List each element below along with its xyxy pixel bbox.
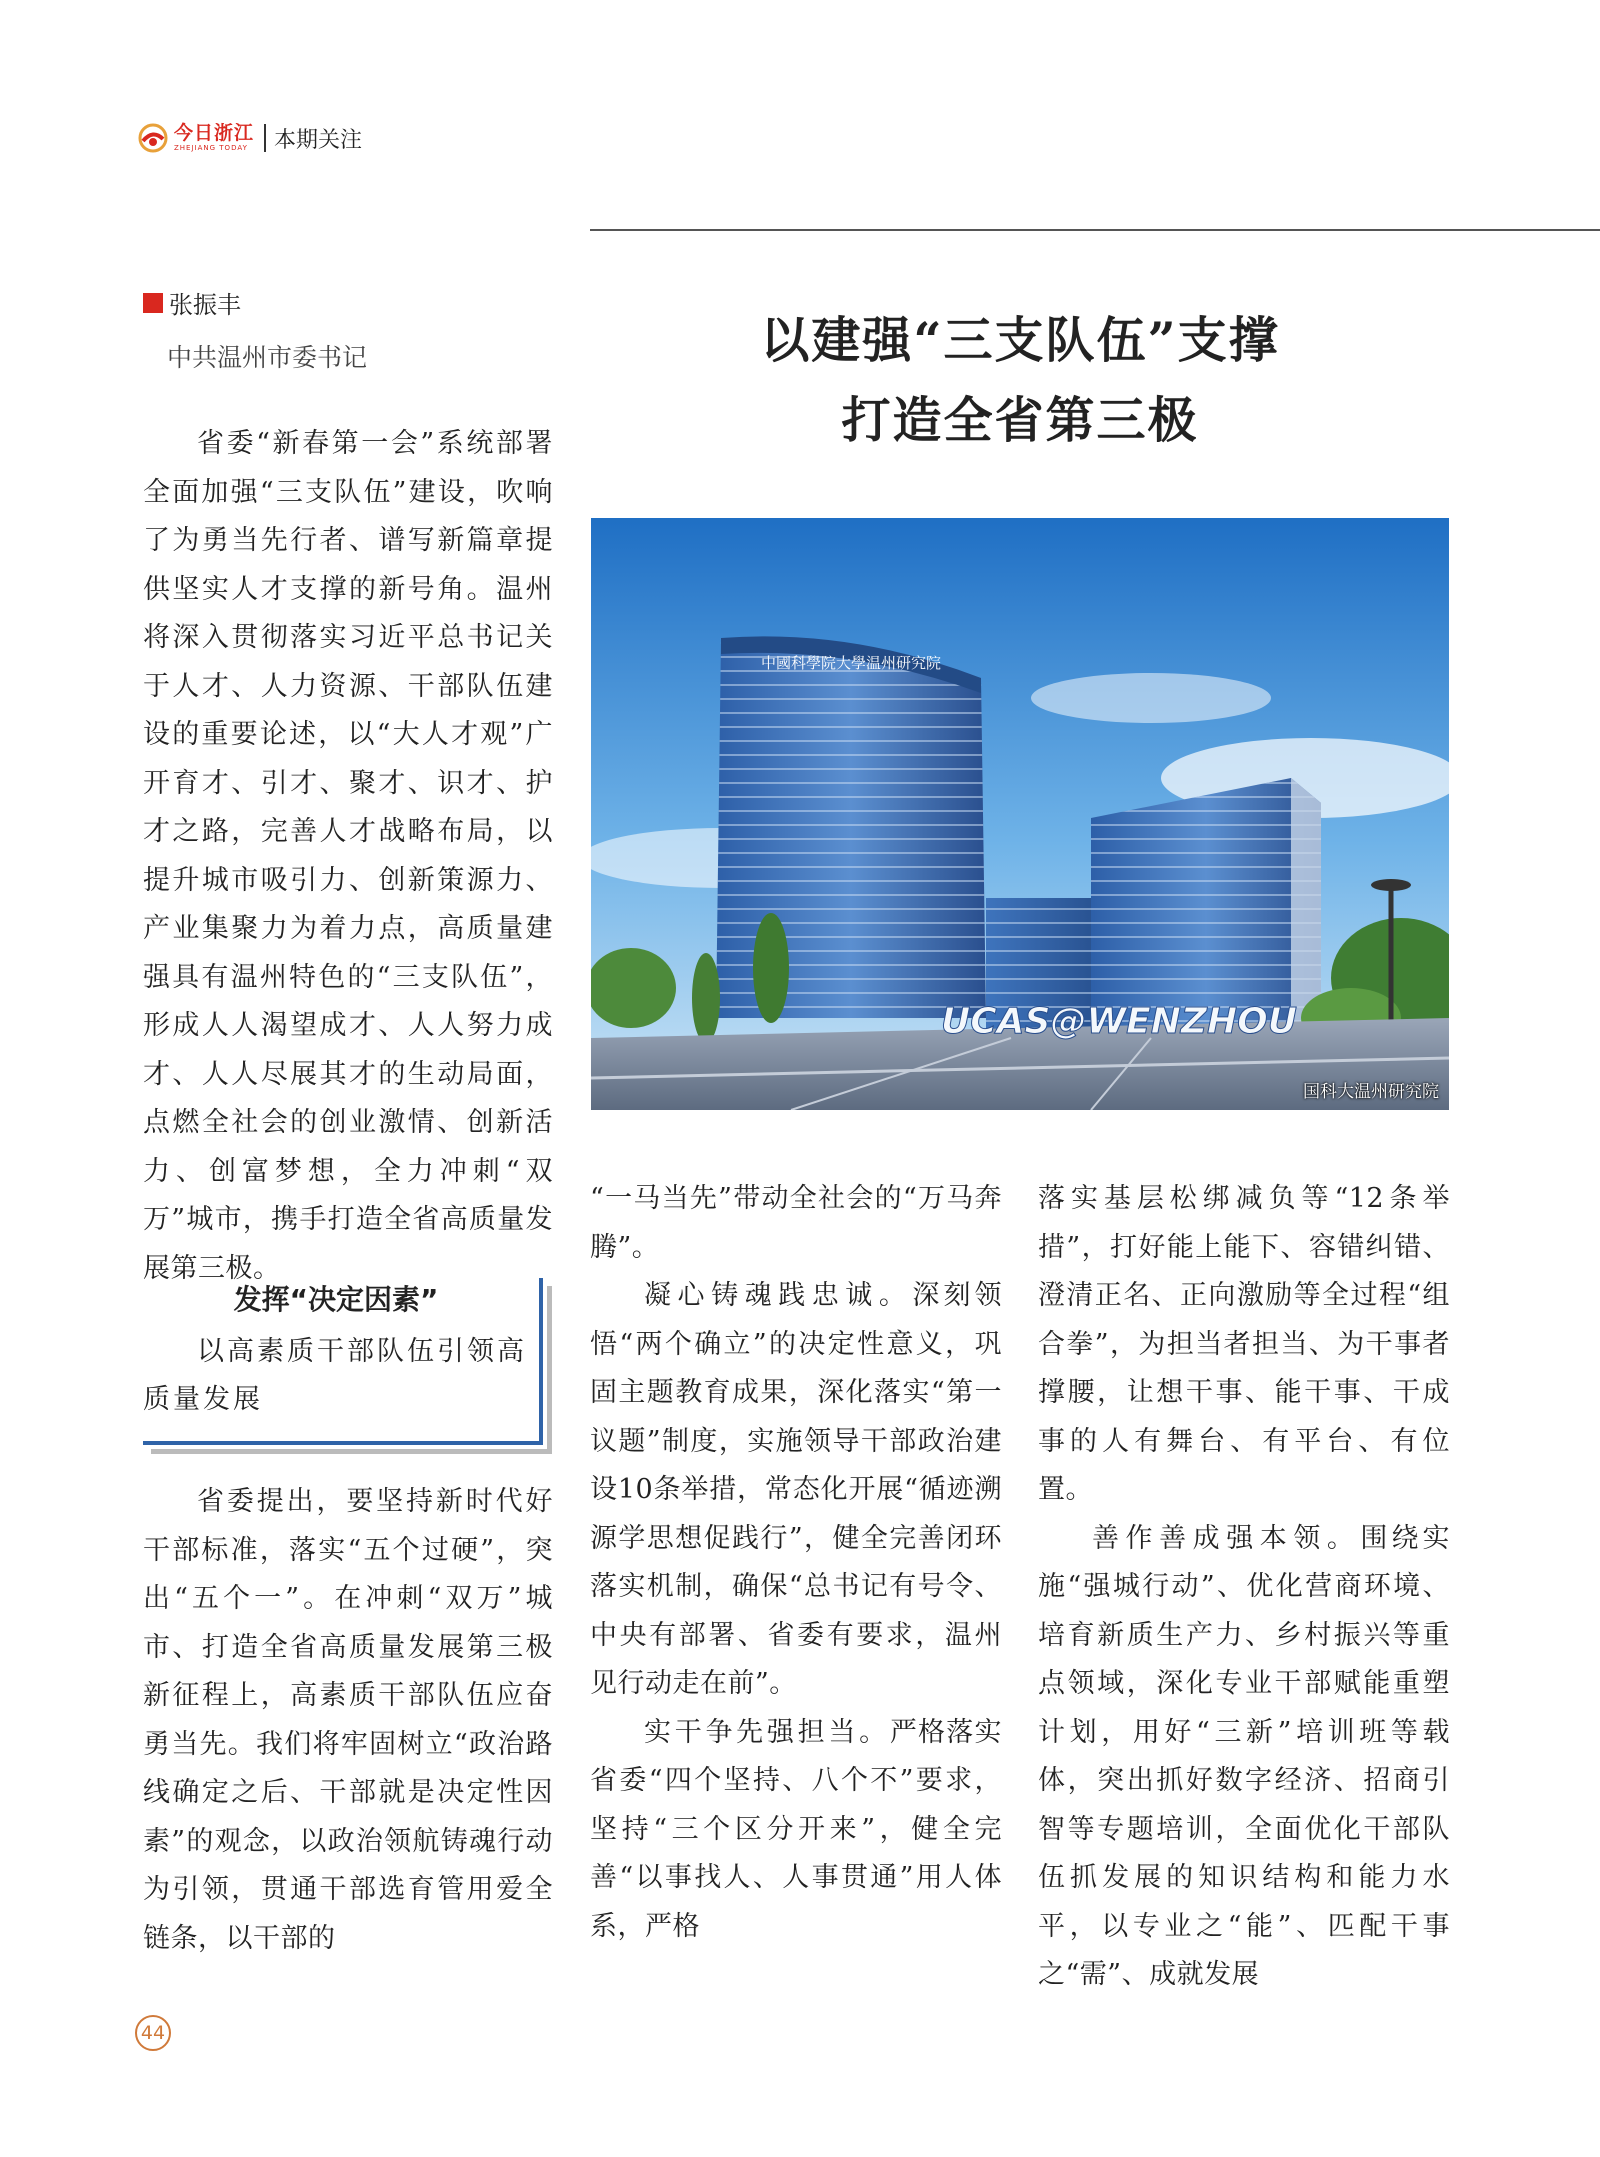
body-paragraph: 落实基层松绑减负等“12条举措”，打好能上能下、容错纠错、澄清正名、正向激励等全过程“组合拳”，为担当者担当、为干事者撑腰，让想干事、能干事、干成事的人有舞台、有平台、有位置。 (1038, 1183, 1450, 1505)
building-sign-text: 中國科學院大學温州研究院 (761, 654, 942, 672)
author-name: 张振丰 (169, 291, 241, 319)
magazine-logo (138, 123, 254, 153)
sun-logo-icon (138, 123, 168, 153)
title-line-1: 以建强“三支队伍”支撑 (760, 311, 1280, 369)
subhead-frame (143, 1278, 543, 1445)
intro-paragraph: 省委“新春第一会”系统部署全面加强“三支队伍”建设，吹响了为勇当先行者、谱写新篇章提供坚实人才支撑的新号角。温州将深入贯彻落实习近平总书记关于人才、人力资源、干部队伍建设的重要论述，以“大人才观”广开育才、引才、聚才、识才、护才之路，完善人才战略布局，以提升城市吸引力、创新策源力、产业集聚力为着力点，高质量建强具有温州特色的“三支队伍”，形成人人渴望成才、人人努力成才、人人尽展其才的生动局面，点燃全社会的创业激情、创新活力、创富梦想，全力冲刺“双万”城市，携手打造全省高质量发展第三极。 (143, 428, 553, 1284)
page-header (138, 118, 362, 158)
red-square-marker (143, 293, 163, 313)
plaza-sign-text: UCAS@WENZHOU (941, 1001, 1297, 1042)
page-number: 44 (135, 2015, 171, 2051)
author-title: 中共温州市委书记 (167, 343, 368, 372)
title-line-2: 打造全省第三极 (841, 391, 1199, 449)
column-1-intro (143, 420, 553, 1293)
photo-caption: 国科大温州研究院 (1303, 1082, 1439, 1102)
building-illustration (591, 518, 1449, 1110)
column-3 (1038, 1175, 1450, 2000)
body-paragraph (1038, 1515, 1450, 2000)
header-divider (264, 124, 266, 152)
paragraph-lead: 凝心铸魂践忠诚。 (644, 1280, 913, 1311)
paragraph-lead: 实干争先强担当。 (644, 1716, 890, 1748)
column-1-body (143, 1478, 553, 1963)
subhead-subtitle: 以高素质干部队伍引领高质量发展 (143, 1336, 527, 1415)
paragraph-text: 围绕实施“强城行动”、优化营商环境、培育新质生产力、乡村振兴等重点领域，深化专业干部赋能重塑计划，用好“三新”培训班等载体，突出抓好数字经济、招商引智等专题培训，全面优化干部队伍抓发展的知识结构和能力水平，以专业之“能”、匹配干事之“需”、成就发展 (1038, 1522, 1451, 1990)
body-paragraph: 省委提出，要坚持新时代好干部标准，落实“五个过硬”，突出“五个一”。在冲刺“双万”城市、打造全省高质量发展第三极新征程上，高素质干部队伍应奋勇当先。我们将牢固树立“政治路线确定之后、干部就是决定性因素”的观念，以政治领航铸魂行动为引领，贯通干部选育管用爱全链条，以干部的 (143, 1486, 553, 1954)
author-block (143, 285, 367, 374)
body-paragraph (590, 1272, 1002, 1709)
subhead-title: 发挥“决定因素” (233, 1283, 439, 1316)
section-label: 本期关注 (274, 127, 363, 153)
column-2 (590, 1175, 1002, 1951)
body-paragraph (590, 1709, 1002, 1952)
subhead-block (143, 1278, 553, 1424)
logo-subtext: ZHEJIANG TODAY (174, 144, 248, 152)
paragraph-text: 严格落实省委“四个坚持、八个不”要求，坚持“三个区分开来”，健全完善“以事找人、人事贯通”用人体系，严格 (590, 1716, 1003, 1942)
body-paragraph: “一马当先”带动全社会的“万马奔腾”。 (590, 1183, 1002, 1263)
article-title (640, 300, 1400, 460)
top-rule (590, 229, 1600, 231)
paragraph-text: 深刻领悟“两个确立”的决定性意义，巩固主题教育成果，深化落实“第一议题”制度，实施领导干部政治建设10条举措，常态化开展“循迹溯源学思想促践行”，健全完善闭环落实机制，确保“总书记有号令、中央有部署、省委有要求，温州见行动走在前”。 (590, 1280, 1003, 1699)
logo-text: 今日浙江 (174, 122, 255, 144)
paragraph-lead: 善作善成强本领。 (1092, 1522, 1361, 1554)
article-photo (591, 518, 1449, 1110)
